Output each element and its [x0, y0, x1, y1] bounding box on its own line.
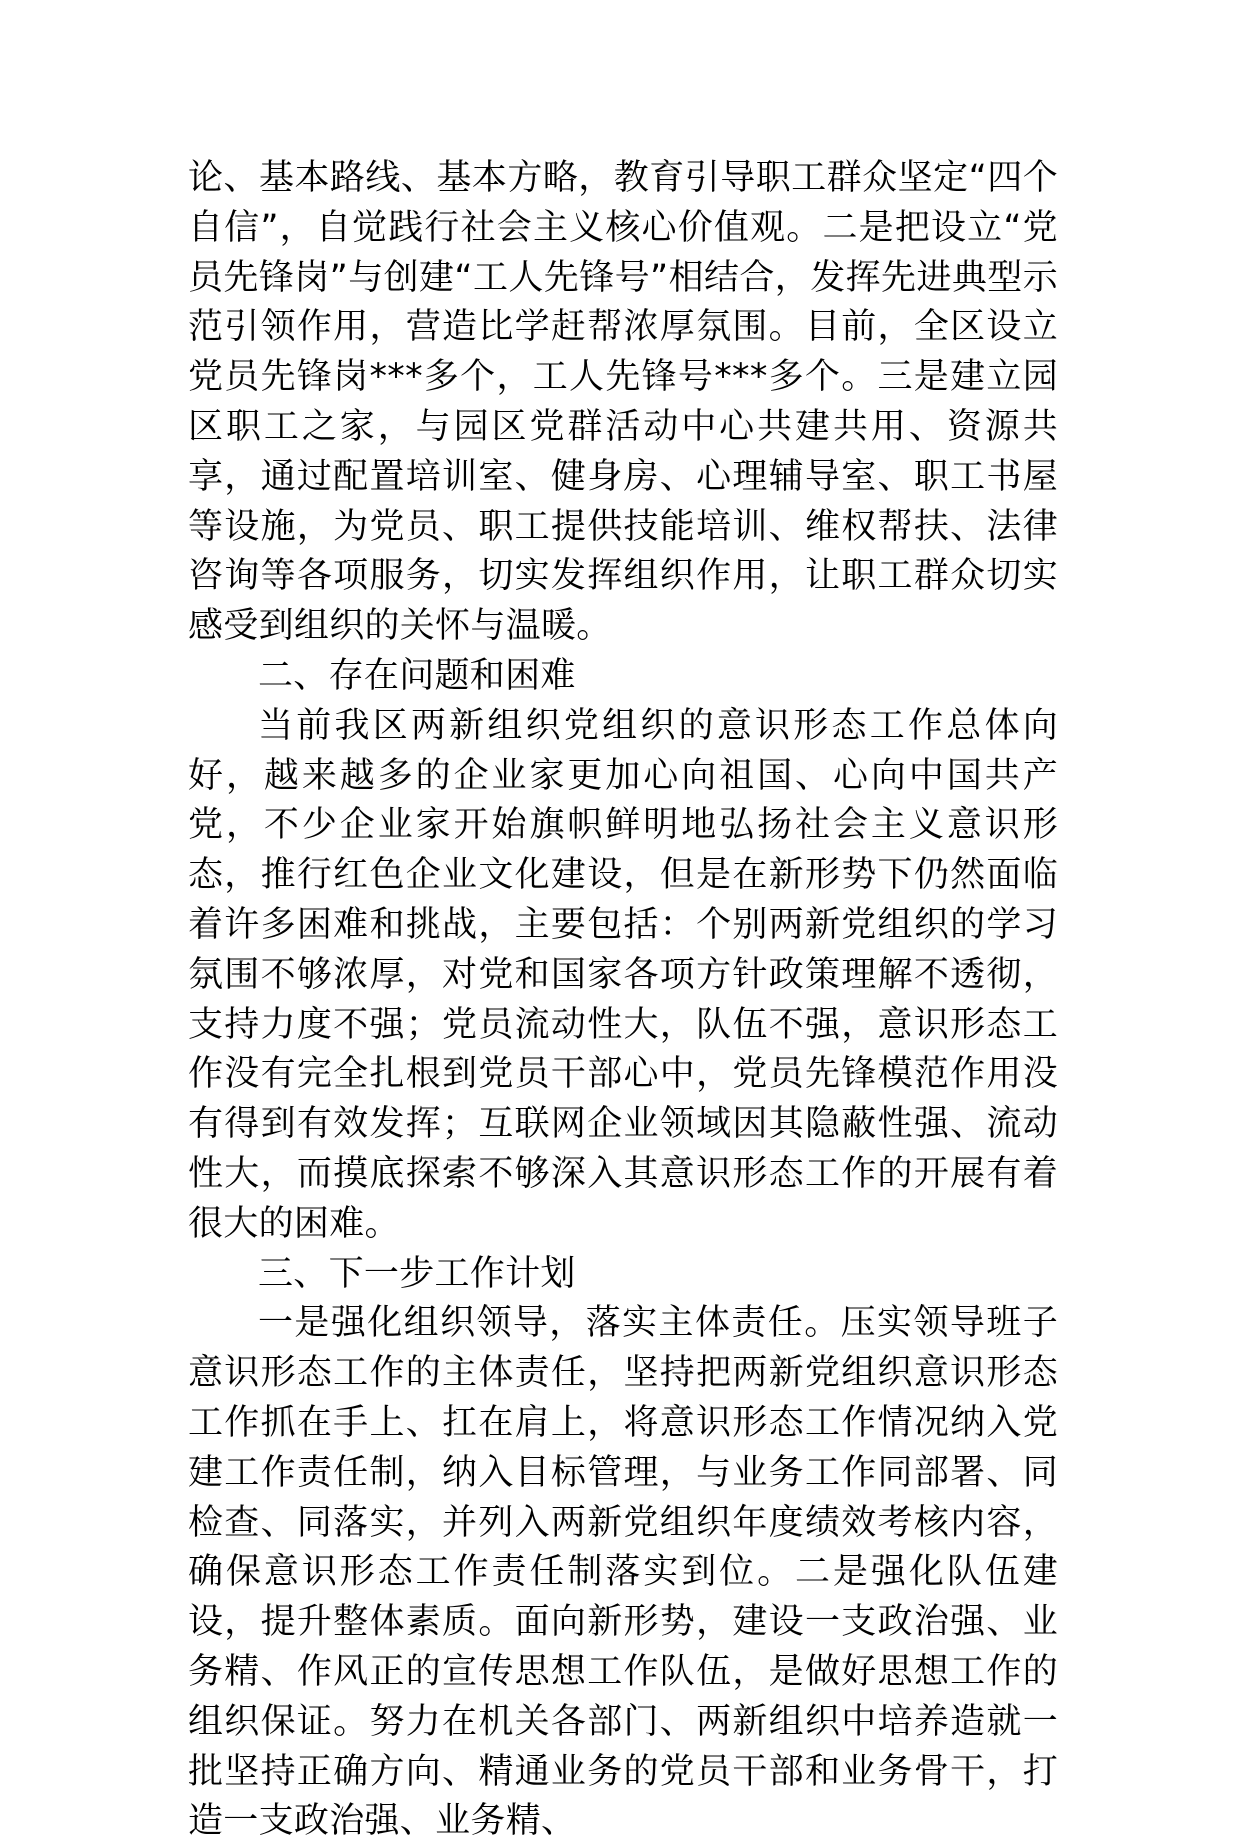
document-body [188, 154, 1058, 1847]
section-heading-problems: 二、存在问题和困难 [258, 655, 576, 696]
section-heading-next-steps: 三、下一步工作计划 [258, 1253, 576, 1294]
paragraph-continuation: 论、基本路线、基本方略，教育引导职工群众坚定“四个自信”，自觉践行社会主义核心价值观。二是把设立“党员先锋岗”与创建“工人先锋号”相结合，发挥先进典型示范引领作用，营造比学赶帮浓厚氛围。目前，全区设立党员先锋岗***多个，工人先锋号***多个。三是建立园区职工之家，与园区党群活动中心共建共用、资源共享，通过配置培训室、健身房、心理辅导室、职工书屋等设施，为党员、职工提供技能培训、维权帮扶、法律咨询等各项服务，切实发挥组织作用，让职工群众切实感受到组织的关怀与温暖。 [188, 158, 1058, 647]
paragraph-next-steps: 一是强化组织领导，落实主体责任。压实领导班子意识形态工作的主体责任，坚持把两新党组织意识形态工作抓在手上、扛在肩上，将意识形态工作情况纳入党建工作责任制，纳入目标管理，与业务工作同部署、同检查、同落实，并列入两新党组织年度绩效考核内容，确保意识形态工作责任制落实到位。二是强化队伍建设，提升整体素质。面向新形势，建设一支政治强、业务精、作风正的宣传思想工作队伍，是做好思想工作的组织保证。努力在机关各部门、两新组织中培养造就一批坚持正确方向、精通业务的党员干部和业务骨干，打造一支政治强、业务精、 [188, 1303, 1058, 1842]
paragraph-problems: 当前我区两新组织党组织的意识形态工作总体向好，越来越多的企业家更加心向祖国、心向中国共产党，不少企业家开始旗帜鲜明地弘扬社会主义意识形态，推行红色企业文化建设，但是在新形势下仍然面临着许多困难和挑战，主要包括：个别两新党组织的学习氛围不够浓厚，对党和国家各项方针政策理解不透彻，支持力度不强；党员流动性大，队伍不强，意识形态工作没有完全扎根到党员干部心中，党员先锋模范作用没有得到有效发挥；互联网企业领域因其隐蔽性强、流动性大，而摸底探索不够深入其意识形态工作的开展有着很大的困难。 [188, 705, 1058, 1244]
